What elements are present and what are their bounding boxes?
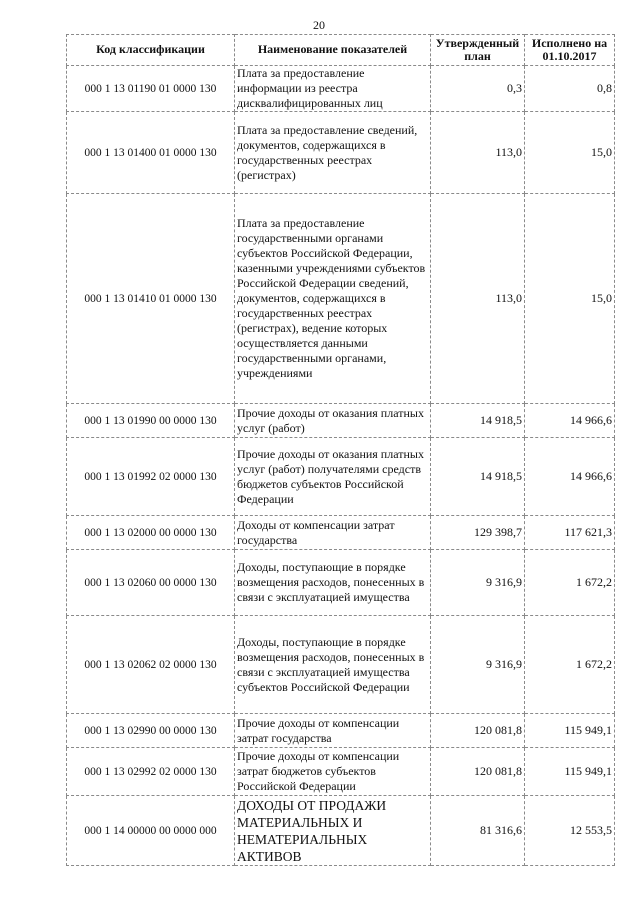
row-plan: 129 398,7 [431,516,525,550]
row-plan: 113,0 [431,112,525,194]
row-done: 15,0 [525,112,615,194]
budget-table [66,34,615,866]
row-done: 1 672,2 [525,550,615,616]
row-code: 000 1 13 01400 01 0000 130 [67,112,235,194]
row-plan: 14 918,5 [431,404,525,438]
row-done: 12 553,5 [525,796,615,866]
row-plan: 81 316,6 [431,796,525,866]
row-code: 000 1 13 01990 00 0000 130 [67,404,235,438]
table-row [67,550,615,616]
row-plan: 113,0 [431,194,525,404]
table-row [67,516,615,550]
row-name: Прочие доходы от компенсации затрат государства [235,714,431,748]
table-row [67,404,615,438]
row-plan: 14 918,5 [431,438,525,516]
row-code: 000 1 13 02000 00 0000 130 [67,516,235,550]
row-plan: 120 081,8 [431,714,525,748]
table-row [67,714,615,748]
row-code: 000 1 13 02060 00 0000 130 [67,550,235,616]
row-plan: 9 316,9 [431,616,525,714]
row-name: Прочие доходы от оказания платных услуг (работ) [235,404,431,438]
row-name: Прочие доходы от компенсации затрат бюджетов субъектов Российской Федерации [235,748,431,796]
row-done: 115 949,1 [525,748,615,796]
row-code: 000 1 13 01410 01 0000 130 [67,194,235,404]
row-name: Плата за предоставление сведений, документов, содержащихся в государственных реестрах (регистрах) [235,112,431,194]
row-code: 000 1 13 02992 02 0000 130 [67,748,235,796]
row-plan: 0,3 [431,66,525,112]
table-row [67,748,615,796]
row-done: 1 672,2 [525,616,615,714]
table-row [67,616,615,714]
row-name: Плата за предоставление информации из реестра дисквалифицированных лиц [235,66,431,112]
row-name: Прочие доходы от оказания платных услуг (работ) получателями средств бюджетов субъектов Российской Федерации [235,438,431,516]
table-row [67,438,615,516]
row-code: 000 1 13 02062 02 0000 130 [67,616,235,714]
row-plan: 120 081,8 [431,748,525,796]
header-done: Исполнено на 01.10.2017 [525,35,615,66]
row-name: ДОХОДЫ ОТ ПРОДАЖИ МАТЕРИАЛЬНЫХ И НЕМАТЕРИАЛЬНЫХ АКТИВОВ [235,796,431,866]
page-number: 20 [313,18,325,32]
row-name: Плата за предоставление государственными органами субъектов Российской Федерации, казенными учреждениями субъектов Российской Федерации сведений, документов, содержащихся в государственных реестрах (регистрах), ведение которых осуществляется данными государственными органами, учреждениями [235,194,431,404]
row-code: 000 1 14 00000 00 0000 000 [67,796,235,866]
row-plan: 9 316,9 [431,550,525,616]
row-name: Доходы от компенсации затрат государства [235,516,431,550]
row-name: Доходы, поступающие в порядке возмещения расходов, понесенных в связи с эксплуатацией имущества субъектов Российской Федерации [235,616,431,714]
row-code: 000 1 13 01992 02 0000 130 [67,438,235,516]
table-row [67,112,615,194]
row-done: 0,8 [525,66,615,112]
row-name: Доходы, поступающие в порядке возмещения расходов, понесенных в связи с эксплуатацией имущества [235,550,431,616]
row-done: 14 966,6 [525,438,615,516]
row-done: 14 966,6 [525,404,615,438]
row-code: 000 1 13 02990 00 0000 130 [67,714,235,748]
table-row [67,194,615,404]
row-done: 115 949,1 [525,714,615,748]
header-name: Наименование показателей [235,35,431,66]
header-code: Код классификации [67,35,235,66]
table-header-row [67,35,615,66]
row-done: 15,0 [525,194,615,404]
header-plan: Утвержденный план [431,35,525,66]
row-done: 117 621,3 [525,516,615,550]
table-row [67,66,615,112]
row-code: 000 1 13 01190 01 0000 130 [67,66,235,112]
table-row [67,796,615,866]
